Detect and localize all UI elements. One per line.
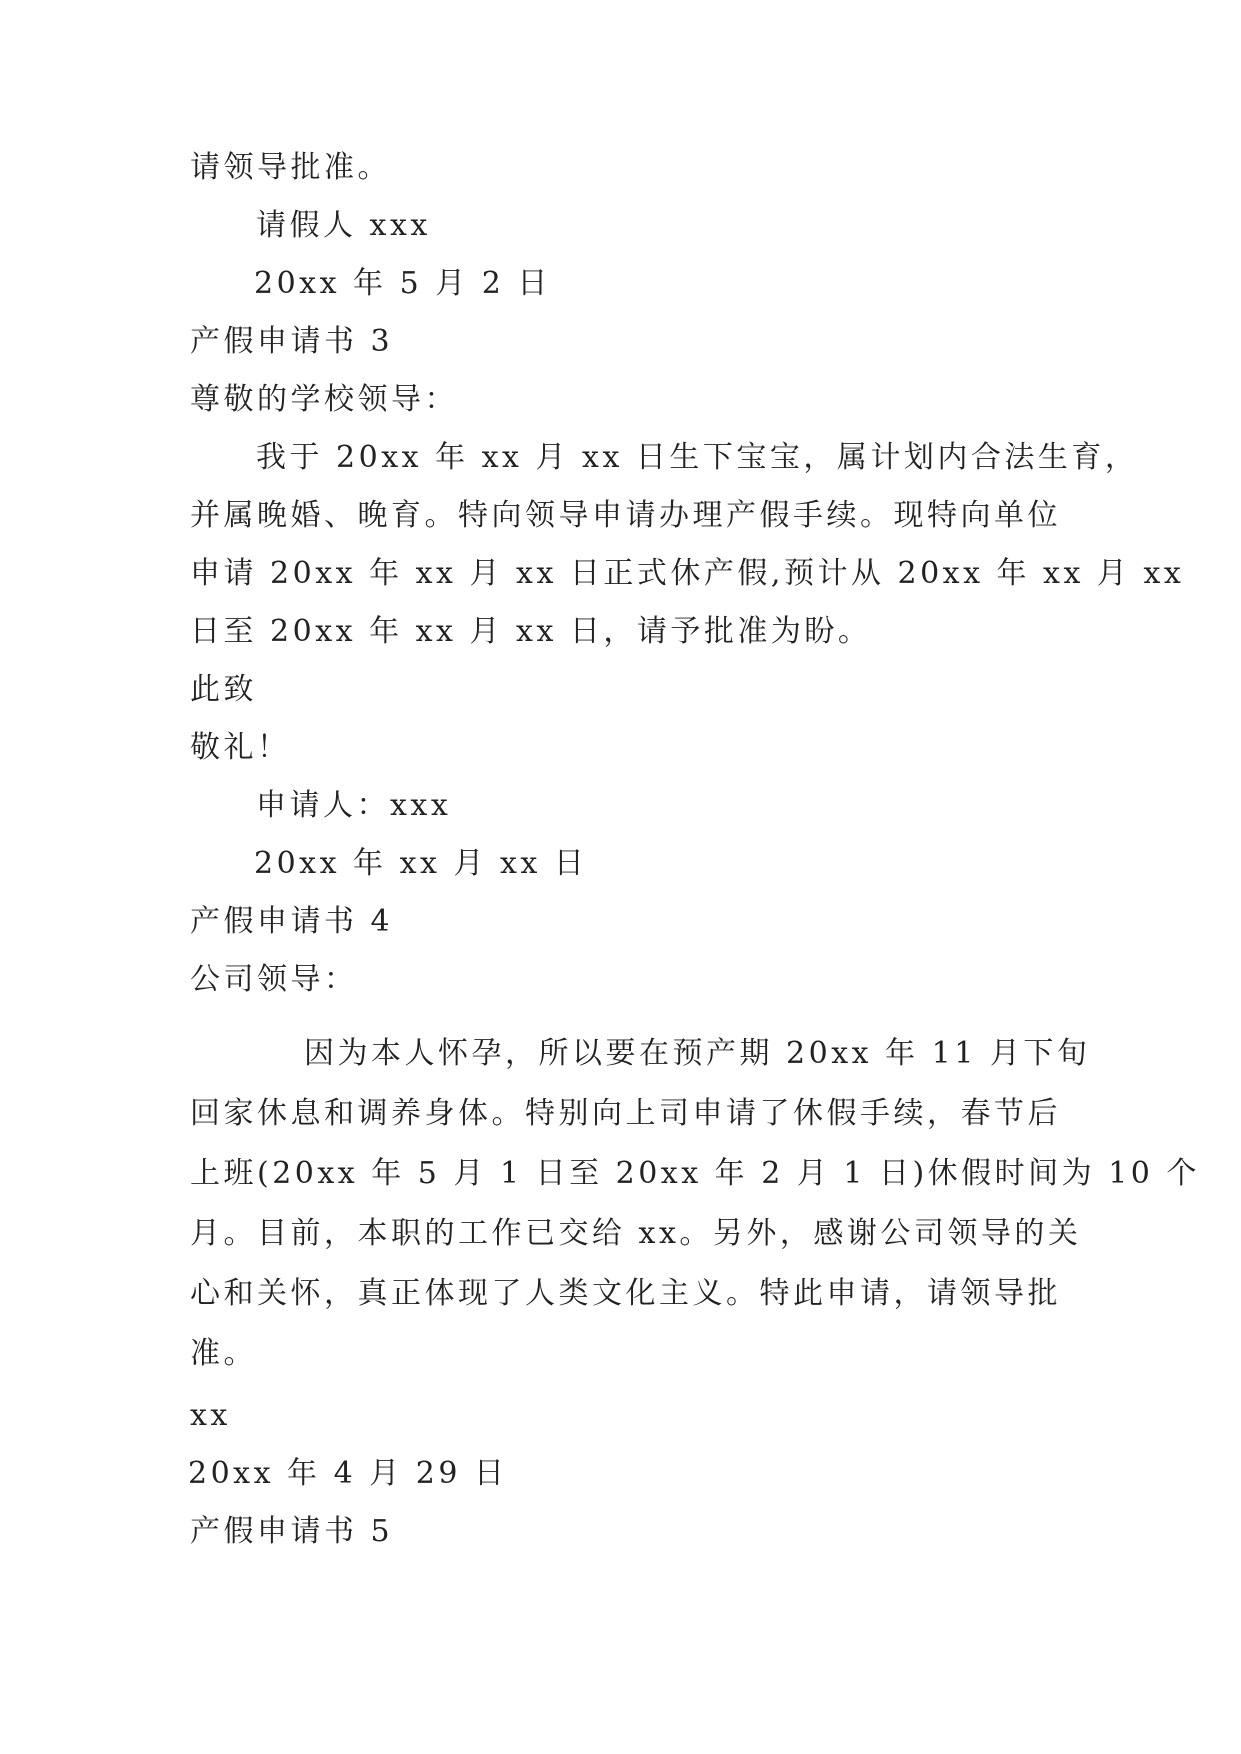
signature-date: 20xx 年 5 月 2 日 <box>254 266 551 301</box>
salutation-3: 尊敬的学校领导： <box>190 382 458 417</box>
body-line: 日至 20xx 年 xx 月 xx 日，请予批准为盼。 <box>190 614 872 649</box>
leave-requester-signature: 请假人 xxx <box>256 208 431 243</box>
signature-date: 20xx 年 4 月 29 日 <box>188 1456 508 1491</box>
body-line: 我于 20xx 年 xx 月 xx 日生下宝宝，属计划内合法生育， <box>256 440 1139 475</box>
body-line: 申请 20xx 年 xx 月 xx 日正式休产假,预计从 20xx 年 xx 月 xx <box>190 556 1185 591</box>
body-line: 回家休息和调养身体。特别向上司申请了休假手续，春节后 <box>190 1096 1061 1131</box>
closing-ci-zhi: 此致 <box>190 672 257 707</box>
body-line: 并属晚婚、晚育。特向领导申请办理产假手续。现特向单位 <box>190 498 1061 533</box>
section-title-3: 产假申请书 3 <box>190 324 394 359</box>
signature-date: 20xx 年 xx 月 xx 日 <box>254 846 588 881</box>
body-line: 月。目前，本职的工作已交给 xx。另外，感谢公司领导的关 <box>190 1216 1082 1251</box>
applicant-signature: 申请人：xxx <box>256 788 452 823</box>
body-line: 准。 <box>190 1336 257 1371</box>
salutation-4: 公司领导： <box>190 962 358 997</box>
body-line: 上班(20xx 年 5 月 1 日至 20xx 年 2 月 1 日)休假时间为 10 个 <box>190 1156 1200 1191</box>
body-line: 因为本人怀孕，所以要在预产期 20xx 年 11 月下旬 <box>304 1036 1091 1071</box>
section-title-5: 产假申请书 5 <box>190 1514 394 1549</box>
signature-name: xx <box>190 1398 231 1433</box>
closing-line: 请领导批准。 <box>190 150 391 185</box>
closing-jing-li: 敬礼！ <box>190 730 291 765</box>
body-line: 心和关怀，真正体现了人类文化主义。特此申请，请领导批 <box>190 1276 1061 1311</box>
section-title-4: 产假申请书 4 <box>190 904 394 939</box>
